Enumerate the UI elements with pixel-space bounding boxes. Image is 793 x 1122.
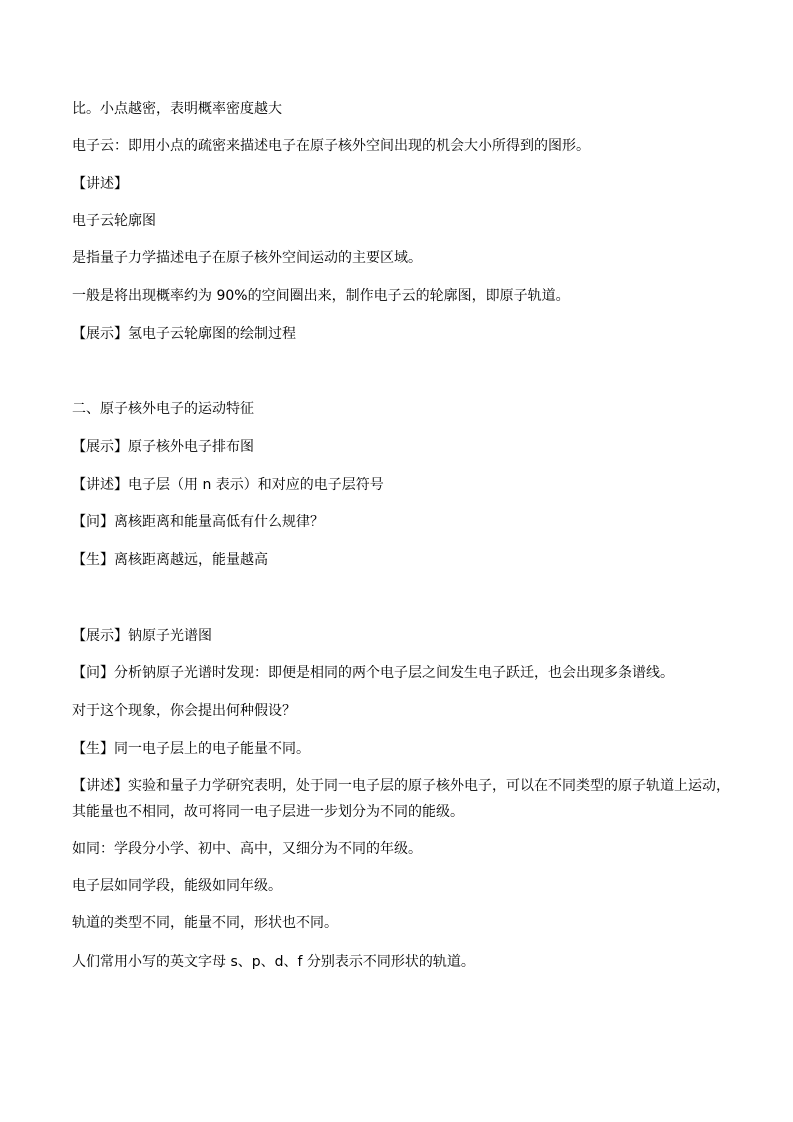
text-line-electron-diagram-display: 【展示】原子核外电子排布图 — [72, 439, 254, 455]
text-line-electron-shell: 【讲述】电子层（用 n 表示）和对应的电子层符号 — [72, 477, 384, 493]
text-line-student-answer-hypothesis: 【生】同一电子层上的电子能量不同。 — [72, 741, 310, 757]
text-line-analogy-levels: 电子层如同学段，能级如同年级。 — [72, 878, 282, 894]
text-line-contour-title: 电子云轮廓图 — [72, 213, 156, 229]
text-line-question-distance-energy: 【问】离核距离和能量高低有什么规律？ — [72, 514, 324, 530]
text-line-orbital-types: 轨道的类型不同，能量不同，形状也不同。 — [72, 915, 338, 931]
text-line-orbital-letters: 人们常用小写的英文字母 s、p、d、f 分别表示不同形状的轨道。 — [72, 954, 475, 970]
text-line-hydrogen-display: 【展示】氢电子云轮廓图的绘制过程 — [72, 326, 296, 342]
text-line-analogy-school: 如同：学段分小学、初中、高中，又细分为不同的年级。 — [72, 841, 422, 857]
text-line-hypothesis-question: 对于这个现象，你会提出何种假设？ — [72, 703, 296, 719]
text-line-sodium-spectrum-question: 【问】分析钠原子光谱时发现：即便是相同的两个电子层之间发生电子跃迁，也会出现多条谱线。 — [72, 665, 674, 681]
text-line-contour-definition: 是指量子力学描述电子在原子核外空间运动的主要区域。 — [72, 250, 422, 266]
text-line-probability-density: 比。小点越密，表明概率密度越大 — [72, 101, 282, 117]
section-heading-motion-features: 二、原子核外电子的运动特征 — [72, 401, 254, 417]
text-line-orbital-definition: 一般是将出现概率约为 90%的空间圈出来，制作电子云的轮廓图，即原子轨道。 — [72, 288, 570, 304]
text-line-student-answer-energy: 【生】离核距离越远，能量越高 — [72, 552, 268, 568]
text-paragraph-energy-levels: 【讲述】实验和量子力学研究表明，处于同一电子层的原子核外电子，可以在不同类型的原子轨道上运动，其能量也不相同，故可将同一电子层进一步划分为不同的能级。 — [72, 778, 730, 820]
text-line-electron-cloud-definition: 电子云：即用小点的疏密来描述电子在原子核外空间出现的机会大小所得到的图形。 — [72, 138, 590, 154]
text-line-lecture-tag: 【讲述】 — [72, 176, 128, 192]
text-line-sodium-spectrum-display: 【展示】钠原子光谱图 — [72, 628, 212, 644]
